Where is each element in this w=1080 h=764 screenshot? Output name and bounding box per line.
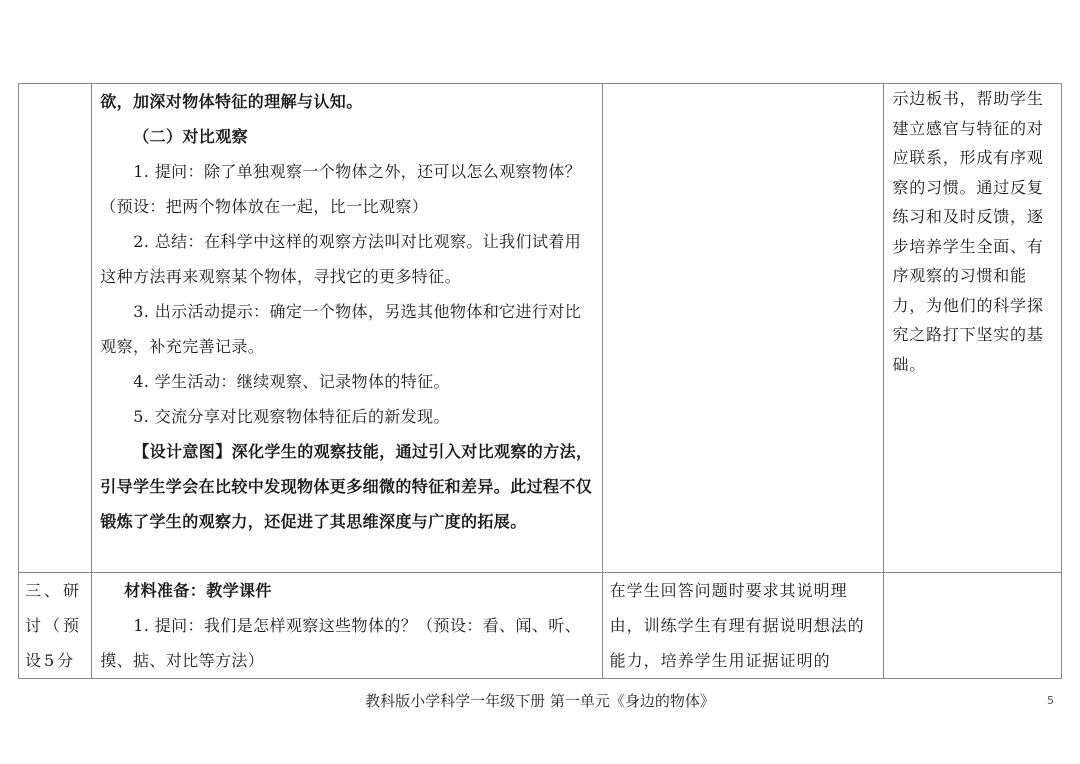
teaching-process-cell	[92, 84, 602, 573]
design-intent-cell	[884, 573, 1062, 679]
page-number: 5	[1047, 694, 1054, 707]
design-intent-text: 示边板书，帮助学生建立感官与特征的对应联系，形成有序观察的习惯。通过反复练习和及时反馈，逐步培养学生全面、有序观察的习惯和能力，为他们的科学探究之路打下坚实的基础。	[892, 89, 1044, 374]
section-heading: （二）对比观察	[133, 127, 249, 146]
process-paragraph: 3. 出示活动提示：确定一个物体，另选其他物体和它进行对比观察，补充完善记录。	[100, 302, 582, 356]
design-intent-paragraph: 【设计意图】深化学生的观察技能，通过引入对比观察的方法，引导学生学会在比较中发现物体更多细微的特征和差异。此过程不仅锻炼了学生的观察力，还促进了其思维深度与广度的拓展。	[100, 442, 593, 531]
table-row	[19, 84, 1062, 573]
student-activity-cell	[602, 84, 884, 573]
stage-cell	[19, 84, 92, 573]
process-paragraph: 5. 交流分享对比观察物体特征后的新发现。	[133, 407, 450, 426]
student-activity-text: 在学生回答问题时要求其说明理由，训练学生有理有据说明想法的能力，培养学生用证据证明的	[609, 581, 865, 670]
process-paragraph: 1. 提问：我们是怎样观察这些物体的？（预设：看、闻、听、摸、掂、对比等方法）	[100, 616, 582, 670]
page-footer: 教科版小学科学一年级下册 第一单元《身边的物体》	[365, 692, 715, 710]
table-row	[19, 573, 1062, 679]
materials-line: 材料准备：教学课件	[124, 581, 272, 600]
process-paragraph: 2. 总结：在科学中这样的观察方法叫对比观察。让我们试着用这种方法再来观察某个物体，寻找它的更多特征。	[100, 232, 582, 286]
stage-text: 三、研讨（预设5分	[25, 581, 83, 670]
design-intent-cell	[884, 84, 1062, 573]
process-paragraph: 1. 提问：除了单独观察一个物体之外，还可以怎么观察物体？（预设：把两个物体放在一起，比一比观察）	[100, 162, 582, 216]
process-paragraph: 欲，加深对物体特征的理解与认知。	[100, 92, 363, 111]
lesson-plan-table	[18, 83, 1062, 679]
teaching-process-cell	[92, 573, 602, 679]
process-paragraph: 4. 学生活动：继续观察、记录物体的特征。	[133, 372, 450, 391]
student-activity-cell	[602, 573, 884, 679]
stage-cell	[19, 573, 92, 679]
